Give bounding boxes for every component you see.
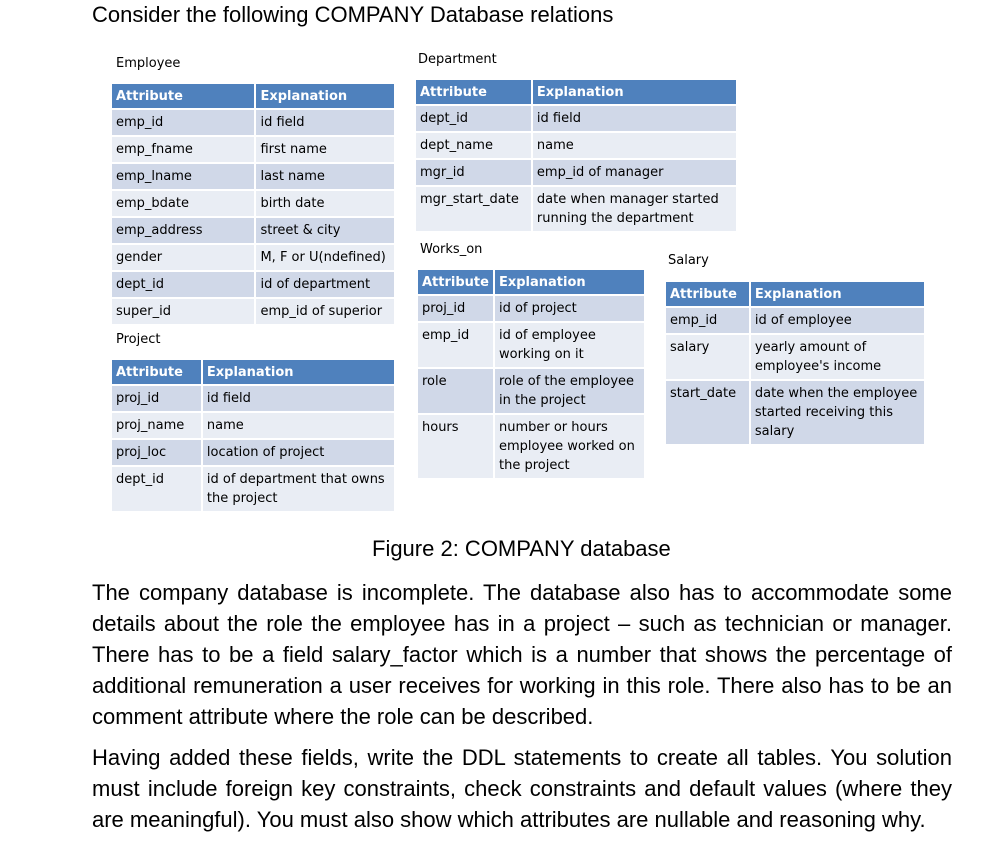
employee-table bbox=[112, 84, 396, 326]
attribute-cell: emp_fname bbox=[112, 136, 255, 163]
attribute-cell: mgr_id bbox=[416, 159, 532, 186]
explanation-header: Explanation bbox=[532, 80, 737, 105]
department-table bbox=[416, 80, 738, 233]
explanation-cell: birth date bbox=[255, 190, 395, 217]
salary-table-title: Salary bbox=[668, 253, 709, 268]
explanation-cell: number or hours employee worked on the project bbox=[494, 414, 645, 479]
table-row bbox=[416, 105, 737, 132]
table-row bbox=[416, 186, 737, 232]
explanation-header: Explanation bbox=[750, 282, 925, 307]
attribute-cell: mgr_start_date bbox=[416, 186, 532, 232]
table-row bbox=[112, 163, 395, 190]
table-row bbox=[418, 368, 645, 414]
salary-table bbox=[666, 282, 926, 446]
explanation-cell: id field bbox=[532, 105, 737, 132]
attribute-cell: emp_id bbox=[112, 109, 255, 136]
table-row bbox=[112, 466, 395, 512]
explanation-cell: id of project bbox=[494, 295, 645, 322]
table-row bbox=[112, 217, 395, 244]
table-row bbox=[112, 271, 395, 298]
attribute-cell: start_date bbox=[666, 380, 750, 445]
attribute-cell: proj_name bbox=[112, 412, 202, 439]
attribute-cell: gender bbox=[112, 244, 255, 271]
attribute-cell: proj_loc bbox=[112, 439, 202, 466]
project-table-title: Project bbox=[116, 332, 161, 347]
table-row bbox=[112, 190, 395, 217]
department-table-title: Department bbox=[418, 52, 497, 67]
explanation-cell: id field bbox=[202, 385, 395, 412]
table-row bbox=[112, 385, 395, 412]
table-row bbox=[418, 295, 645, 322]
explanation-cell: emp_id of manager bbox=[532, 159, 737, 186]
employee-table-title: Employee bbox=[116, 56, 181, 71]
attribute-header: Attribute bbox=[418, 270, 494, 295]
attribute-cell: emp_bdate bbox=[112, 190, 255, 217]
explanation-cell: id field bbox=[255, 109, 395, 136]
explanation-cell: date when manager started running the department bbox=[532, 186, 737, 232]
attribute-cell: emp_address bbox=[112, 217, 255, 244]
table-row bbox=[112, 136, 395, 163]
attribute-cell: proj_id bbox=[418, 295, 494, 322]
explanation-cell: id of employee working on it bbox=[494, 322, 645, 368]
attribute-cell: proj_id bbox=[112, 385, 202, 412]
explanation-cell: M, F or U(ndefined) bbox=[255, 244, 395, 271]
attribute-header: Attribute bbox=[112, 360, 202, 385]
explanation-cell: id of department that owns the project bbox=[202, 466, 395, 512]
attribute-cell: emp_id bbox=[666, 307, 750, 334]
table-row bbox=[418, 322, 645, 368]
attribute-cell: role bbox=[418, 368, 494, 414]
table-row bbox=[416, 159, 737, 186]
table-row bbox=[418, 414, 645, 479]
explanation-cell: emp_id of superior bbox=[255, 298, 395, 325]
attribute-header: Attribute bbox=[416, 80, 532, 105]
attribute-header: Attribute bbox=[112, 84, 255, 109]
attribute-cell: dept_name bbox=[416, 132, 532, 159]
explanation-cell: date when the employee started receiving this salary bbox=[750, 380, 925, 445]
explanation-header: Explanation bbox=[494, 270, 645, 295]
attribute-cell: dept_id bbox=[416, 105, 532, 132]
table-row bbox=[416, 132, 737, 159]
explanation-cell: yearly amount of employee's income bbox=[750, 334, 925, 380]
attribute-cell: emp_id bbox=[418, 322, 494, 368]
works-on-table-title: Works_on bbox=[420, 242, 483, 257]
attribute-cell: dept_id bbox=[112, 466, 202, 512]
table-row bbox=[666, 307, 925, 334]
explanation-cell: id of employee bbox=[750, 307, 925, 334]
attribute-cell: super_id bbox=[112, 298, 255, 325]
explanation-cell: location of project bbox=[202, 439, 395, 466]
explanation-cell: name bbox=[202, 412, 395, 439]
table-row bbox=[112, 298, 395, 325]
table-row bbox=[112, 412, 395, 439]
table-row bbox=[666, 380, 925, 445]
intro-text: Consider the following COMPANY Database relations bbox=[92, 2, 614, 27]
figure-caption: Figure 2: COMPANY database bbox=[372, 536, 671, 561]
table-row bbox=[666, 334, 925, 380]
works-on-table bbox=[418, 270, 646, 480]
explanation-cell: last name bbox=[255, 163, 395, 190]
explanation-header: Explanation bbox=[202, 360, 395, 385]
attribute-cell: dept_id bbox=[112, 271, 255, 298]
explanation-cell: role of the employee in the project bbox=[494, 368, 645, 414]
explanation-cell: first name bbox=[255, 136, 395, 163]
attribute-cell: emp_lname bbox=[112, 163, 255, 190]
paragraph-task: Having added these fields, write the DDL statements to create all tables. You solution must include foreign key constraints, check constraints and default values (where they are meaningful). You must also show which attributes are nullable and reasoning why. bbox=[92, 745, 952, 832]
paragraph-requirements: The company database is incomplete. The database also has to accommodate some details about the role the employee has in a project – such as technician or manager. There has to be a field salary_factor which is a number that shows the percentage of additional remuneration a user receives for working in this role. There also has to be an comment attribute where the role can be described. bbox=[92, 580, 952, 729]
project-table bbox=[112, 360, 396, 513]
explanation-cell: name bbox=[532, 132, 737, 159]
explanation-cell: street & city bbox=[255, 217, 395, 244]
attribute-cell: salary bbox=[666, 334, 750, 380]
table-row bbox=[112, 439, 395, 466]
explanation-cell: id of department bbox=[255, 271, 395, 298]
attribute-cell: hours bbox=[418, 414, 494, 479]
explanation-header: Explanation bbox=[255, 84, 395, 109]
table-row bbox=[112, 109, 395, 136]
table-row bbox=[112, 244, 395, 271]
attribute-header: Attribute bbox=[666, 282, 750, 307]
